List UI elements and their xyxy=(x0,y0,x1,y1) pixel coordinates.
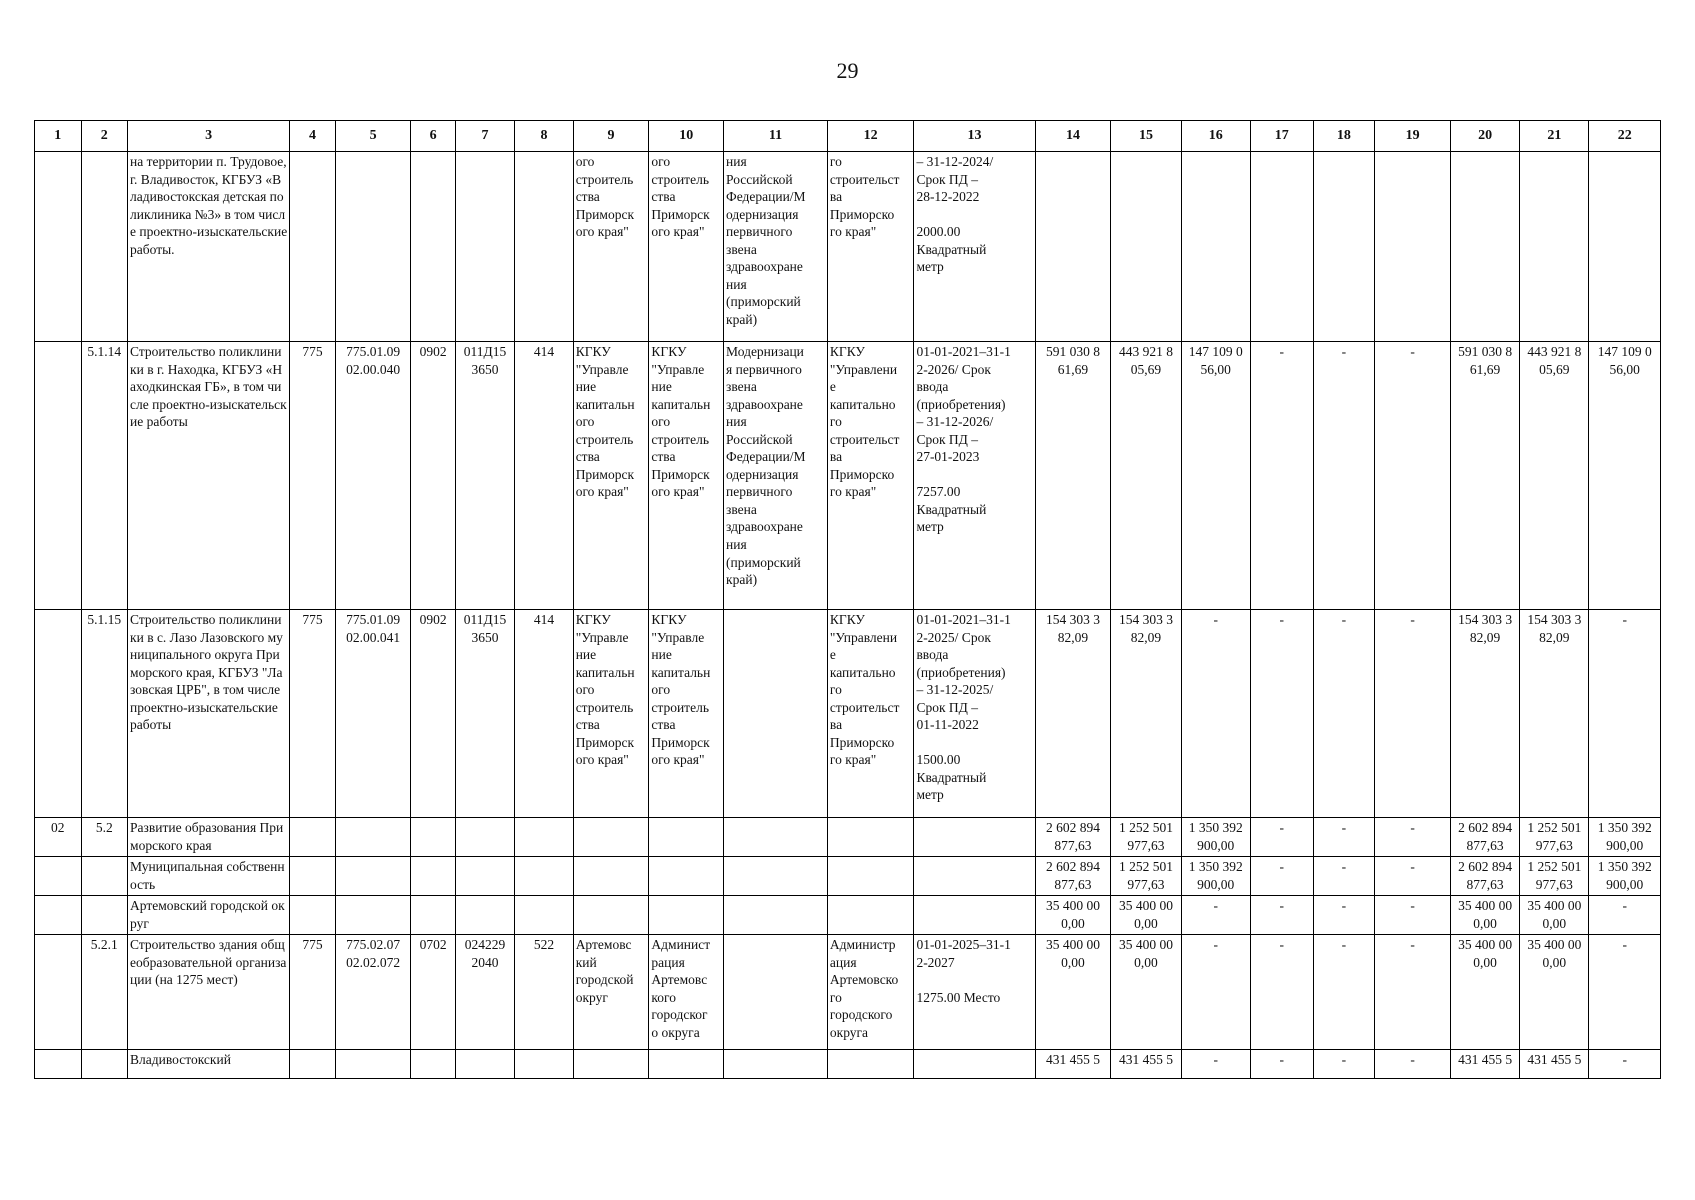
cell-value xyxy=(411,152,455,342)
col-header: 1 xyxy=(35,121,82,152)
cell-text: 01-01-2021–31-1 2-2026/ Срок ввода (приобретения) – 31-12-2026/ Срок ПД – 27-01-2023 7257.00 Квадратный метр xyxy=(914,342,1035,610)
cell-name: Развитие образования Приморского края xyxy=(128,818,290,857)
cell-amount xyxy=(1111,152,1181,342)
cell-amount xyxy=(1250,152,1313,342)
col-header: 15 xyxy=(1111,121,1181,152)
cell-value: 775.01.09 02.00.040 xyxy=(335,342,411,610)
cell-text xyxy=(827,896,914,935)
cell-number: 5.2.1 xyxy=(81,935,128,1050)
cell-amount: - xyxy=(1375,896,1451,935)
cell-amount: - xyxy=(1313,610,1375,818)
cell-amount: - xyxy=(1589,896,1661,935)
cell-value xyxy=(411,857,455,896)
col-header: 12 xyxy=(827,121,914,152)
cell-amount: - xyxy=(1181,896,1250,935)
cell-amount: - xyxy=(1589,935,1661,1050)
cell-value xyxy=(335,818,411,857)
cell-value xyxy=(411,896,455,935)
col-header: 8 xyxy=(515,121,573,152)
cell-number: 5.2 xyxy=(81,818,128,857)
cell-amount: - xyxy=(1375,610,1451,818)
cell-text xyxy=(573,896,649,935)
cell-amount: 431 455 5 xyxy=(1520,1050,1589,1079)
col-header: 16 xyxy=(1181,121,1250,152)
table-row xyxy=(35,818,1661,857)
cell-amount: 431 455 5 xyxy=(1035,1050,1111,1079)
cell-amount: 35 400 00 0,00 xyxy=(1520,935,1589,1050)
col-header: 4 xyxy=(290,121,335,152)
cell-amount: - xyxy=(1250,818,1313,857)
cell-amount: 2 602 894 877,63 xyxy=(1035,857,1111,896)
cell-text xyxy=(914,1050,1035,1079)
cell-text: 01-01-2025–31-1 2-2027 1275.00 Место xyxy=(914,935,1035,1050)
cell-amount: 35 400 00 0,00 xyxy=(1035,896,1111,935)
col-header: 19 xyxy=(1375,121,1451,152)
cell-name: Владивостокский xyxy=(128,1050,290,1079)
cell-name: Муниципальная собственность xyxy=(128,857,290,896)
cell-amount: - xyxy=(1250,896,1313,935)
cell-text: ния Российской Федерации/М одернизация первичного звена здравоохране ния (приморский край) xyxy=(724,152,828,342)
cell-amount: 431 455 5 xyxy=(1450,1050,1519,1079)
cell-amount: 154 303 3 82,09 xyxy=(1450,610,1519,818)
cell-amount: 1 252 501 977,63 xyxy=(1111,857,1181,896)
cell-value: 775 xyxy=(290,935,335,1050)
cell-number: 5.1.15 xyxy=(81,610,128,818)
cell-name: на территории п. Трудовое, г. Владивосток, КГБУЗ «Владивостокская детская поликлиника №3» в том числе проектно-изыскательские работы. xyxy=(128,152,290,342)
cell-code xyxy=(35,935,82,1050)
cell-amount: 35 400 00 0,00 xyxy=(1450,896,1519,935)
col-header: 20 xyxy=(1450,121,1519,152)
cell-text xyxy=(649,896,724,935)
col-header: 7 xyxy=(455,121,515,152)
cell-amount xyxy=(1313,152,1375,342)
cell-amount: 147 109 0 56,00 xyxy=(1589,342,1661,610)
cell-amount xyxy=(1035,152,1111,342)
table-row xyxy=(35,152,1661,342)
col-header: 3 xyxy=(128,121,290,152)
cell-amount: - xyxy=(1375,857,1451,896)
cell-number: 5.1.14 xyxy=(81,342,128,610)
cell-amount: 1 350 392 900,00 xyxy=(1589,857,1661,896)
header-row xyxy=(35,121,1661,152)
cell-amount: - xyxy=(1589,610,1661,818)
cell-value: 414 xyxy=(515,342,573,610)
cell-number xyxy=(81,1050,128,1079)
cell-value xyxy=(515,818,573,857)
cell-text: Админист рация Артемовс кого городског о округа xyxy=(649,935,724,1050)
cell-value xyxy=(455,1050,515,1079)
cell-value xyxy=(455,818,515,857)
cell-text xyxy=(649,857,724,896)
cell-text: го строительст ва Приморско го края" xyxy=(827,152,914,342)
cell-amount xyxy=(1450,152,1519,342)
col-header: 18 xyxy=(1313,121,1375,152)
cell-value: 775 xyxy=(290,342,335,610)
cell-value: 775 xyxy=(290,610,335,818)
col-header: 14 xyxy=(1035,121,1111,152)
col-header: 10 xyxy=(649,121,724,152)
cell-amount: 154 303 3 82,09 xyxy=(1520,610,1589,818)
cell-text xyxy=(649,1050,724,1079)
col-header: 13 xyxy=(914,121,1035,152)
cell-value xyxy=(335,896,411,935)
cell-amount: 2 602 894 877,63 xyxy=(1035,818,1111,857)
cell-text: ого строитель ства Приморск ого края" xyxy=(649,152,724,342)
cell-amount: 1 350 392 900,00 xyxy=(1589,818,1661,857)
cell-value xyxy=(455,152,515,342)
cell-value: 522 xyxy=(515,935,573,1050)
cell-amount: 154 303 3 82,09 xyxy=(1035,610,1111,818)
cell-amount: 35 400 00 0,00 xyxy=(1450,935,1519,1050)
col-header: 5 xyxy=(335,121,411,152)
cell-text: ого строитель ства Приморск ого края" xyxy=(573,152,649,342)
col-header: 9 xyxy=(573,121,649,152)
cell-text xyxy=(573,857,649,896)
cell-amount: - xyxy=(1589,1050,1661,1079)
cell-value xyxy=(290,818,335,857)
cell-amount: - xyxy=(1181,1050,1250,1079)
cell-text: Артемовс кий городской округ xyxy=(573,935,649,1050)
cell-amount: 2 602 894 877,63 xyxy=(1450,857,1519,896)
col-header: 21 xyxy=(1520,121,1589,152)
cell-text: 01-01-2021–31-1 2-2025/ Срок ввода (приобретения) – 31-12-2025/ Срок ПД – 01-11-2022 1500.00 Квадратный метр xyxy=(914,610,1035,818)
cell-value xyxy=(411,818,455,857)
col-header: 11 xyxy=(724,121,828,152)
cell-value xyxy=(515,857,573,896)
cell-text xyxy=(573,818,649,857)
cell-value: 011Д15 3650 xyxy=(455,610,515,818)
cell-code xyxy=(35,896,82,935)
cell-amount: - xyxy=(1313,935,1375,1050)
cell-name: Строительство поликлиники в г. Находка, КГБУЗ «Находкинская ГБ», в том числе проектно-изыскательские работы xyxy=(128,342,290,610)
cell-code xyxy=(35,1050,82,1079)
cell-code xyxy=(35,857,82,896)
cell-amount: - xyxy=(1250,342,1313,610)
cell-text: – 31-12-2024/ Срок ПД – 28-12-2022 2000.00 Квадратный метр xyxy=(914,152,1035,342)
table-row xyxy=(35,610,1661,818)
cell-value: 414 xyxy=(515,610,573,818)
cell-amount: - xyxy=(1250,610,1313,818)
cell-value xyxy=(455,896,515,935)
cell-amount: 154 303 3 82,09 xyxy=(1111,610,1181,818)
cell-value: 775.01.09 02.00.041 xyxy=(335,610,411,818)
cell-amount: 1 252 501 977,63 xyxy=(1520,818,1589,857)
cell-amount: 591 030 8 61,69 xyxy=(1450,342,1519,610)
cell-amount: 1 252 501 977,63 xyxy=(1111,818,1181,857)
table-row xyxy=(35,1050,1661,1079)
cell-text xyxy=(724,857,828,896)
cell-amount: 1 350 392 900,00 xyxy=(1181,857,1250,896)
cell-text: КГКУ "Управле ние капитальн ого строитель ства Приморск ого края" xyxy=(573,610,649,818)
cell-text xyxy=(914,896,1035,935)
cell-amount: 35 400 00 0,00 xyxy=(1520,896,1589,935)
cell-amount: - xyxy=(1313,896,1375,935)
cell-amount: 431 455 5 xyxy=(1111,1050,1181,1079)
cell-amount: 1 252 501 977,63 xyxy=(1520,857,1589,896)
cell-value: 0902 xyxy=(411,342,455,610)
cell-amount xyxy=(1589,152,1661,342)
col-header: 17 xyxy=(1250,121,1313,152)
cell-value xyxy=(290,1050,335,1079)
cell-text xyxy=(827,1050,914,1079)
cell-value xyxy=(290,152,335,342)
cell-amount: 443 921 8 05,69 xyxy=(1520,342,1589,610)
cell-amount: 591 030 8 61,69 xyxy=(1035,342,1111,610)
cell-amount: - xyxy=(1313,342,1375,610)
table-row xyxy=(35,896,1661,935)
cell-name: Артемовский городской округ xyxy=(128,896,290,935)
cell-value xyxy=(411,1050,455,1079)
cell-amount: - xyxy=(1375,818,1451,857)
cell-text: Администр ация Артемовско го городского округа xyxy=(827,935,914,1050)
cell-amount: - xyxy=(1375,935,1451,1050)
cell-text: Модернизаци я первичного звена здравоохране ния Российской Федерации/М одернизация первичного звена здравоохране ния (приморский край) xyxy=(724,342,828,610)
cell-text: КГКУ "Управле ние капитальн ого строитель ства Приморск ого края" xyxy=(649,610,724,818)
cell-amount: - xyxy=(1313,1050,1375,1079)
cell-amount xyxy=(1520,152,1589,342)
cell-text xyxy=(724,1050,828,1079)
cell-text xyxy=(649,818,724,857)
cell-amount: - xyxy=(1250,935,1313,1050)
table-row xyxy=(35,935,1661,1050)
cell-text xyxy=(724,896,828,935)
cell-value xyxy=(455,857,515,896)
col-header: 22 xyxy=(1589,121,1661,152)
cell-text xyxy=(724,818,828,857)
cell-number xyxy=(81,152,128,342)
cell-text: КГКУ "Управле ние капитальн ого строитель ства Приморск ого края" xyxy=(649,342,724,610)
cell-number xyxy=(81,857,128,896)
cell-value xyxy=(290,857,335,896)
cell-amount xyxy=(1375,152,1451,342)
cell-amount: 2 602 894 877,63 xyxy=(1450,818,1519,857)
cell-amount: - xyxy=(1250,1050,1313,1079)
cell-amount xyxy=(1181,152,1250,342)
cell-amount: 1 350 392 900,00 xyxy=(1181,818,1250,857)
cell-value xyxy=(335,857,411,896)
cell-value: 011Д15 3650 xyxy=(455,342,515,610)
cell-amount: - xyxy=(1250,857,1313,896)
cell-amount: - xyxy=(1375,342,1451,610)
cell-value: 775.02.07 02.02.072 xyxy=(335,935,411,1050)
cell-amount: - xyxy=(1181,610,1250,818)
cell-amount: 35 400 00 0,00 xyxy=(1111,935,1181,1050)
cell-text xyxy=(827,857,914,896)
cell-code: 02 xyxy=(35,818,82,857)
cell-amount: 443 921 8 05,69 xyxy=(1111,342,1181,610)
cell-text xyxy=(914,818,1035,857)
budget-table xyxy=(34,120,1661,1079)
cell-code xyxy=(35,610,82,818)
cell-value xyxy=(515,896,573,935)
cell-text xyxy=(827,818,914,857)
table-row xyxy=(35,342,1661,610)
cell-value xyxy=(335,1050,411,1079)
cell-value: 0902 xyxy=(411,610,455,818)
cell-amount: 147 109 0 56,00 xyxy=(1181,342,1250,610)
cell-code xyxy=(35,152,82,342)
cell-text xyxy=(914,857,1035,896)
cell-text: КГКУ "Управлени е капитально го строительст ва Приморско го края" xyxy=(827,610,914,818)
cell-amount: - xyxy=(1181,935,1250,1050)
cell-value xyxy=(515,152,573,342)
cell-value: 0702 xyxy=(411,935,455,1050)
cell-text xyxy=(724,935,828,1050)
cell-name: Строительство поликлиники в с. Лазо Лазовского муниципального округа Приморского края, КГБУЗ "Лазовская ЦРБ", в том числе проектно-изыскательские работы xyxy=(128,610,290,818)
cell-number xyxy=(81,896,128,935)
cell-text xyxy=(573,1050,649,1079)
cell-code xyxy=(35,342,82,610)
cell-amount: 35 400 00 0,00 xyxy=(1035,935,1111,1050)
page-number: 29 xyxy=(836,58,859,83)
cell-amount: - xyxy=(1313,857,1375,896)
cell-text: КГКУ "Управле ние капитальн ого строитель ства Приморск ого края" xyxy=(573,342,649,610)
cell-value xyxy=(335,152,411,342)
cell-name: Строительство здания общеобразовательной организации (на 1275 мест) xyxy=(128,935,290,1050)
cell-value: 024229 2040 xyxy=(455,935,515,1050)
cell-text xyxy=(724,610,828,818)
cell-amount: - xyxy=(1375,1050,1451,1079)
cell-value xyxy=(515,1050,573,1079)
cell-value xyxy=(290,896,335,935)
cell-text: КГКУ "Управлени е капитально го строительст ва Приморско го края" xyxy=(827,342,914,610)
table-row xyxy=(35,857,1661,896)
col-header: 2 xyxy=(81,121,128,152)
col-header: 6 xyxy=(411,121,455,152)
cell-amount: 35 400 00 0,00 xyxy=(1111,896,1181,935)
cell-amount: - xyxy=(1313,818,1375,857)
